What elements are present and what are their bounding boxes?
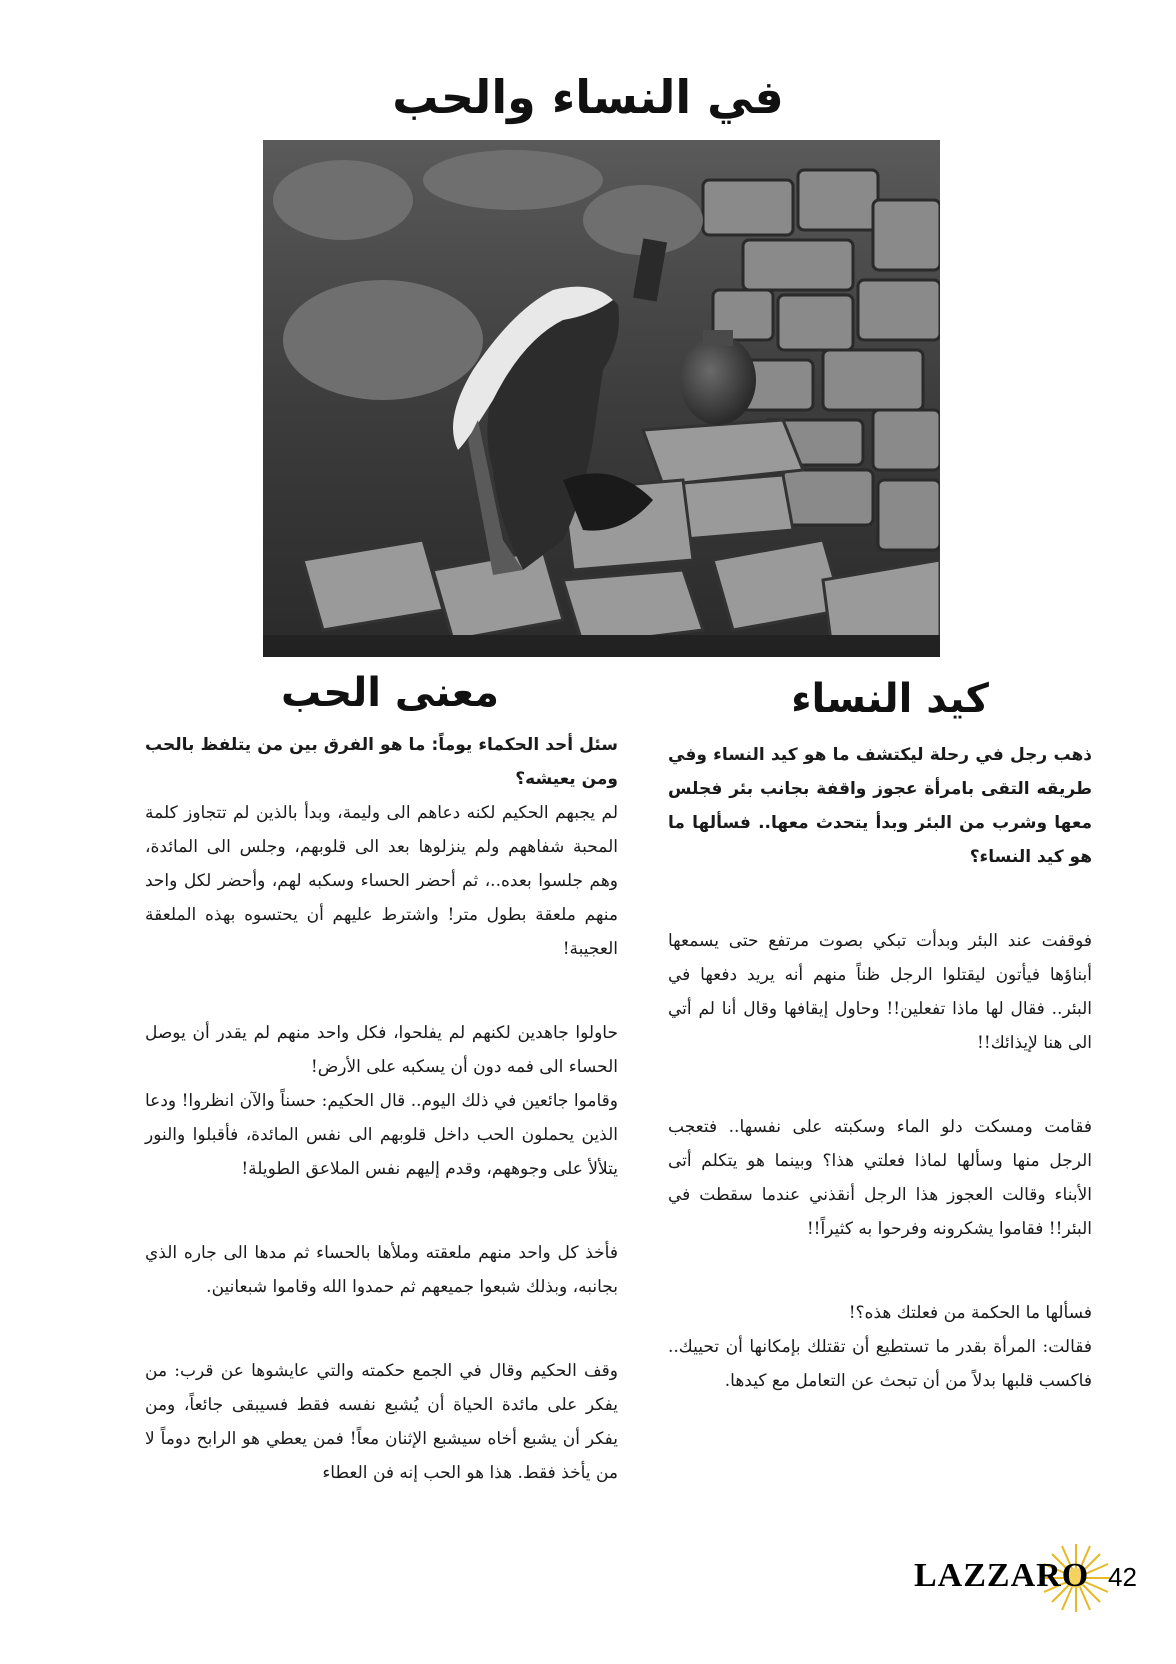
article-column-women: [668, 738, 1092, 1398]
lead-paragraph: ذهب رجل في رحلة ليكتشف ما هو كيد النساء وفي طريقه التقى بامرأة عجوز واقفة بجانب بئر فجلس معها وشرب من البئر وبدأ يتحدث معها.. فسألها ما هو كيد النساء؟: [668, 745, 1092, 867]
paragraph: فأخذ كل واحد منهم ملعقته وملأها بالحساء ثم مدها الى جاره الذي بجانبه، وبذلك شبعوا جميعهم ثم حمدوا الله وقاموا شبعانين.: [145, 1243, 618, 1297]
paragraph: فقامت ومسكت دلو الماء وسكبته على نفسها.. فتعجب الرجل منها وسألها لماذا فعلتي هذا؟ وبينما هو يتكلم أتى الأبناء وقالت العجوز هذا الرجل أنقذني عندما سقطت في البئر!! فقاموا يشكرونه وفرحوا به كثيراً!!: [668, 1117, 1092, 1239]
paragraph: فسألها ما الحكمة من فعلتك هذه؟!: [848, 1303, 1092, 1323]
paragraph: وقاموا جائعين في ذلك اليوم.. قال الحكيم: حسناً والآن انظروا! ودعا الذين يحملون الحب داخل قلوبهم الى نفس المائدة، فأقبلوا والنور يتلألأ على وجوههم، وقدم إليهم نفس الملاعق الطويلة!: [145, 1091, 618, 1179]
paragraph: حاولوا جاهدين لكنهم لم يفلحوا، فكل واحد منهم لم يقدر أن يوصل الحساء الى فمه دون أن يسكبه على الأرض!: [145, 1023, 618, 1077]
paragraph: لم يجبهم الحكيم لكنه دعاهم الى وليمة، وبدأ بالذين لم تتجاوز كلمة المحبة شفاههم ولم ينزلوها بعد الى قلوبهم، وجلس الى المائدة، وهم جلسوا بعده..، ثم أحضر الحساء وسكبه لهم، وأحضر لكل واحد منهم ملعقة بطول متر! واشترط عليهم أن يحتسوه بهذه الملعقة العجيبة!: [145, 803, 618, 959]
paragraph: وقف الحكيم وقال في الجمع حكمته والتي عايشوها عن قرب: من يفكر على مائدة الحياة أن يُشبع نفسه فقط فسيبقى جائعاً، ومن يفكر أن يشبع أخاه سيشبع الإثنان معاً! فمن يعطي هو الرابح دوماً لا من يأخذ فقط. هذا هو الحب إنه فن العطاء: [145, 1361, 618, 1483]
page-number: 42: [1108, 1562, 1137, 1592]
article-column-love: [145, 728, 618, 1490]
brand-logo-text: LAZZARO: [914, 1557, 1090, 1594]
paragraph: فوقفت عند البئر وبدأت تبكي بصوت مرتفع حتى يسمعها أبناؤها فيأتون ليقتلوا الرجل ظناً منهم أنه يريد دفعها في البئر.. فقال لها ماذا تفعلين!! وحاول إيقافها وقال أنا لم أتي الى هنا لإيذائك!!: [668, 931, 1092, 1053]
page-title: في النساء والحب: [392, 70, 784, 124]
section-title-women: كيد النساء: [791, 676, 989, 722]
photo-icon: [263, 140, 940, 657]
section-title-love: معنى الحب: [281, 670, 499, 716]
article-photo: [263, 140, 940, 657]
lead-paragraph: سئل أحد الحكماء يوماً: ما هو الفرق بين من يتلفظ بالحب ومن يعيشه؟: [145, 735, 618, 789]
paragraph: فقالت: المرأة بقدر ما تستطيع أن تقتلك بإمكانها أن تحييك.. فاكسب قلبها بدلاً من أن تبحث عن التعامل مع كيدها.: [668, 1337, 1092, 1391]
